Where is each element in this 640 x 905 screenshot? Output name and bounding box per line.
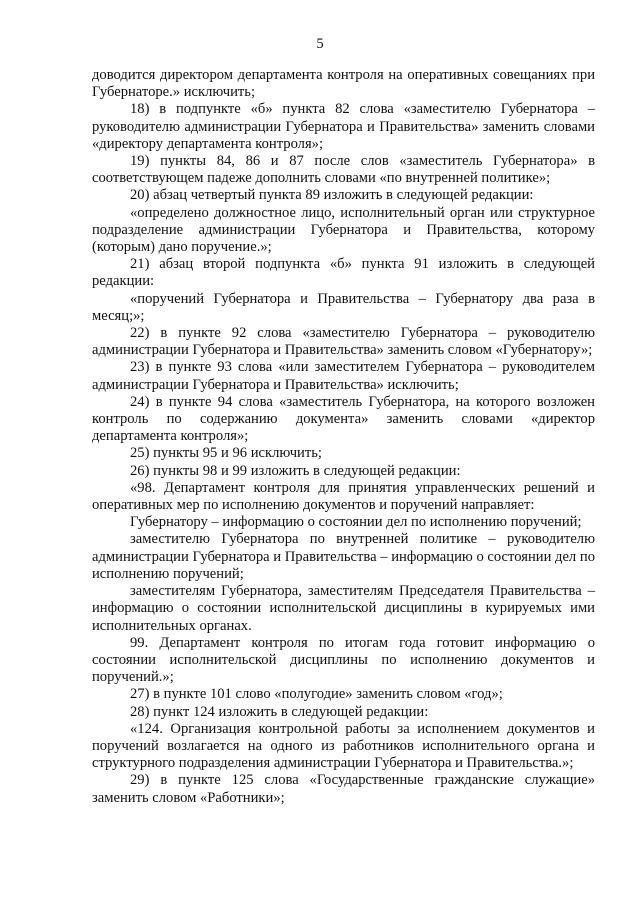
paragraph: «98. Департамент контроля для принятия управленческих решений и оперативных мер по исполнению документов и поручений направляет: [92,479,595,514]
paragraph: 99. Департамент контроля по итогам года готовит информацию о состоянии исполнительской дисциплины по исполнению документов и поручений.»; [92,634,595,686]
paragraph: «определено должностное лицо, исполнительный орган или структурное подразделение администрации Губернатора и Правительства, которому (которым) дано поручение.»; [92,204,595,256]
paragraph: 21) абзац второй подпункта «б» пункта 91 изложить в следующей редакции: [92,256,595,290]
paragraph: «124. Организация контрольной работы за исполнением документов и поручений возлагается на одного из работников исполнительного органа и структурного подразделения администрации Губернатора и Правительства.»; [92,720,595,772]
document-body [92,67,595,807]
paragraph: 23) в пункте 93 слова «или заместителем Губернатора – руководителем администрации Губернатора и Правительства» исключить; [92,359,595,393]
paragraph: 19) пункты 84, 86 и 87 после слов «заместитель Губернатора» в соответствующем падеже дополнить словами «по внутренней политике»; [92,153,595,187]
paragraph: заместителям Губернатора, заместителям Председателя Правительства – информацию о состоянии исполнительской дисциплины в курируемых ими исполнительных органах. [92,583,595,634]
paragraph: доводится директором департамента контроля на оперативных совещаниях при Губернаторе.» исключить; [92,67,595,101]
page-number: 5 [316,36,324,52]
paragraph: 18) в подпункте «б» пункта 82 слова «заместителю Губернатора – руководителю администрации Губернатора и Правительства» заменить словами «директору департамента контроля»; [92,101,595,152]
paragraph: 22) в пункте 92 слова «заместителю Губернатора – руководителю администрации Губернатора и Правительства» заменить словом «Губернатору»; [92,325,595,359]
paragraph: 28) пункт 124 изложить в следующей редакции: [130,703,429,720]
paragraph: заместителю Губернатора по внутренней политике – руководителю администрации Губернатора и Правительства – информацию о состоянии дел по исполнению поручений; [92,531,595,582]
paragraph: 20) абзац четвертый пункта 89 изложить в следующей редакции: [130,187,534,204]
paragraph: 24) в пункте 94 слова «заместитель Губернатора, на которого возложен контроль по содержанию документа» заменить словами «директор департамента контроля»; [92,393,595,445]
paragraph: 26) пункты 98 и 99 изложить в следующей редакции: [130,462,461,479]
paragraph: 25) пункты 95 и 96 исключить; [130,445,322,462]
paragraph: 29) в пункте 125 слова «Государственные гражданские служащие» заменить словом «Работники»; [92,772,595,806]
paragraph: «поручений Губернатора и Правительства – Губернатору два раза в месяц;»; [92,290,595,324]
paragraph: 27) в пункте 101 слово «полугодие» заменить словом «год»; [130,686,503,703]
paragraph: Губернатору – информацию о состоянии дел по исполнению поручений; [130,514,582,531]
